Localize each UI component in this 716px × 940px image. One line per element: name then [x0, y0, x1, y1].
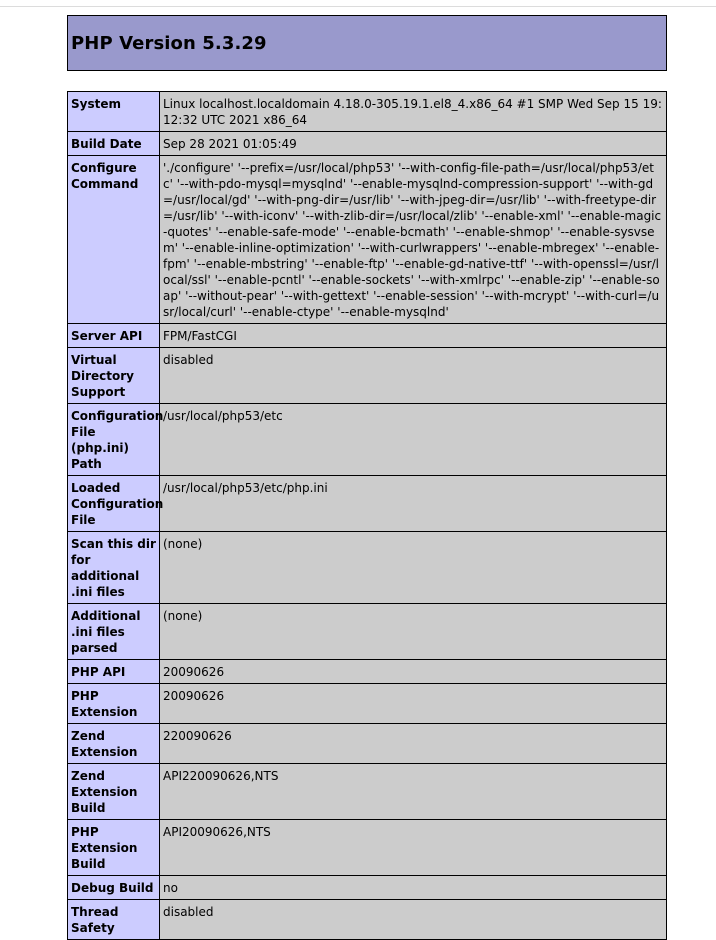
row-key: Scan this dir for additional .ini files: [68, 532, 160, 604]
row-key: Server API: [68, 324, 160, 348]
version-header: [67, 15, 667, 71]
table-row: [68, 604, 667, 660]
row-key: Loaded Configuration File: [68, 476, 160, 532]
table-row: [68, 876, 667, 900]
table-row: [68, 820, 667, 876]
table-row: [68, 476, 667, 532]
row-key: Configuration File (php.ini) Path: [68, 404, 160, 476]
row-key: PHP API: [68, 660, 160, 684]
row-key: Debug Build: [68, 876, 160, 900]
row-key: PHP Extension: [68, 684, 160, 724]
table-row: [68, 132, 667, 156]
table-row: [68, 724, 667, 764]
row-value: /usr/local/php53/etc: [160, 404, 667, 476]
row-value: no: [160, 876, 667, 900]
row-value: API20090626,NTS: [160, 820, 667, 876]
row-key: System: [68, 92, 160, 132]
row-value: FPM/FastCGI: [160, 324, 667, 348]
row-key: Virtual Directory Support: [68, 348, 160, 404]
page-title: PHP Version 5.3.29: [71, 32, 267, 54]
row-key: Zend Extension Build: [68, 764, 160, 820]
table-row: [68, 684, 667, 724]
table-row: [68, 324, 667, 348]
page-top-divider: [0, 6, 716, 7]
row-key: Thread Safety: [68, 900, 160, 940]
table-row: [68, 532, 667, 604]
table-row: [68, 900, 667, 940]
row-key: Configure Command: [68, 156, 160, 324]
row-value: (none): [160, 604, 667, 660]
row-value: 20090626: [160, 660, 667, 684]
row-key: Build Date: [68, 132, 160, 156]
row-value: (none): [160, 532, 667, 604]
table-row: [68, 404, 667, 476]
table-row: [68, 92, 667, 132]
row-key: Zend Extension: [68, 724, 160, 764]
row-value: 220090626: [160, 724, 667, 764]
row-key: Additional .ini files parsed: [68, 604, 160, 660]
row-value: disabled: [160, 348, 667, 404]
row-value: disabled: [160, 900, 667, 940]
row-value: /usr/local/php53/etc/php.ini: [160, 476, 667, 532]
row-value: Sep 28 2021 01:05:49: [160, 132, 667, 156]
table-row: [68, 156, 667, 324]
info-table-body: [68, 92, 667, 940]
row-value: 20090626: [160, 684, 667, 724]
phpinfo-container: [67, 15, 667, 940]
row-value: Linux localhost.localdomain 4.18.0-305.19.1.el8_4.x86_64 #1 SMP Wed Sep 15 19:12:32 UTC 2021 x86_64: [160, 92, 667, 132]
table-row: [68, 764, 667, 820]
row-key: PHP Extension Build: [68, 820, 160, 876]
table-row: [68, 660, 667, 684]
row-value: API220090626,NTS: [160, 764, 667, 820]
row-value: './configure' '--prefix=/usr/local/php53' '--with-config-file-path=/usr/local/php53/etc' '--with-pdo-mysql=mysqlnd' '--enable-mysqlnd-compression-support' '--with-gd=/usr/local/gd' '--with-png-dir=/usr/lib' '--with-jpeg-dir=/usr/lib' '--with-freetype-dir=/usr/lib' '--with-iconv' '--with-zlib-dir=/usr/local/zlib' '--enable-xml' '--enable-magic-quotes' '--enable-safe-mode' '--enable-bcmath' '--enable-shmop' '--enable-sysvsem' '--enable-inline-optimization' '--with-curlwrappers' '--enable-mbregex' '--enable-fpm' '--enable-mbstring' '--enable-ftp' '--enable-gd-native-ttf' '--with-openssl=/usr/local/ssl' '--enable-pcntl' '--enable-sockets' '--with-xmlrpc' '--enable-zip' '--enable-soap' '--without-pear' '--with-gettext' '--enable-session' '--with-mcrypt' '--with-curl=/usr/local/curl' '--enable-ctype' '--enable-mysqlnd': [160, 156, 667, 324]
table-row: [68, 348, 667, 404]
info-table: [67, 91, 667, 940]
